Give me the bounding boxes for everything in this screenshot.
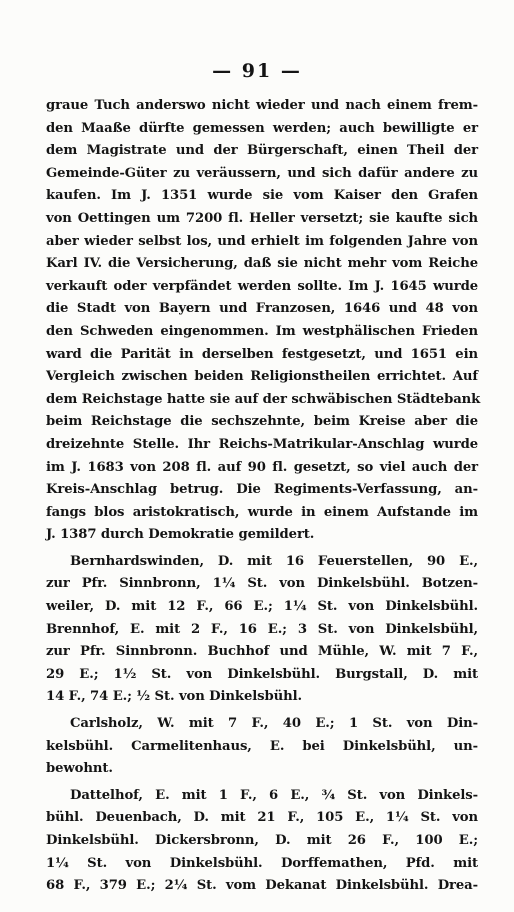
text-line: Kreis-Anschlag betrug. Die Regiments-Verfassung, an- [46, 482, 478, 498]
entry-line: 14 F., 74 E.; ½ St. von Dinkelsbühl. [46, 689, 302, 705]
text-line: von Oettingen um 7200 fl. Heller versetzt; sie kaufte sich [46, 210, 478, 226]
text-line: J. 1387 durch Demokratie gemildert. [46, 527, 315, 543]
entry-line: 1¼ St. von Dinkelsbühl. Dorffemathen, Pfd. mit [46, 855, 478, 871]
entry-line: zur Pfr. Sinnbronn, 1¼ St. von Dinkelsbühl. Botzen- [46, 576, 478, 592]
text-line: den Maaße dürfte gemessen werden; auch bewilligte er [46, 120, 478, 136]
entry-line: 68 F., 379 E.; 2¼ St. vom Dekanat Dinkelsbühl. Drea- [46, 878, 478, 894]
text-line: beim Reichstage die sechszehnte, beim Kreise aber die [46, 414, 478, 430]
text-line: den Schweden eingenommen. Im westphälischen Frieden [46, 323, 478, 339]
entry-line: kelsbühl. Carmelitenhaus, E. bei Dinkelsbühl, un- [46, 738, 478, 754]
entry-line: bewohnt. [46, 761, 113, 777]
text-line: ward die Parität in derselben festgesetzt, und 1651 ein [46, 346, 478, 362]
text-line: graue Tuch anderswo nicht wieder und nach einem frem- [46, 98, 478, 113]
entry-line: Carlsholz, W. mit 7 F., 40 E.; 1 St. von Din- [70, 716, 478, 732]
body-text [46, 95, 481, 898]
text-line: fangs blos aristokratisch, wurde in einem Aufstande im [46, 504, 478, 520]
text-line: Karl IV. die Versicherung, daß sie nicht mehr vom Reiche [46, 256, 478, 272]
text-line: kaufen. Im J. 1351 wurde sie vom Kaiser den Grafen [46, 188, 478, 204]
entry-line: weiler, D. mit 12 F., 66 E.; 1¼ St. von Dinkelsbühl. [46, 599, 478, 615]
page-number: — 91 — [212, 60, 302, 82]
entry-line: Bernhardswinden, D. mit 16 Feuerstellen, 90 E., [70, 553, 478, 569]
entry-line: bühl. Deuenbach, D. mit 21 F., 105 E., 1¼ St. von [46, 810, 478, 826]
entry-line: 29 E.; 1½ St. von Dinkelsbühl. Burgstall, D. mit [46, 666, 478, 682]
entry-line: zur Pfr. Sinnbronn. Buchhof und Mühle, W. mit 7 F., [46, 644, 478, 660]
text-line: verkauft oder verpfändet werden sollte. Im J. 1645 wurde [46, 278, 478, 294]
text-line: aber wieder selbst los, und erhielt im folgenden Jahre von [46, 233, 478, 249]
text-line: die Stadt von Bayern und Franzosen, 1646 und 48 von [46, 301, 478, 317]
entry-line: Brennhof, E. mit 2 F., 16 E.; 3 St. von Dinkelsbühl, [46, 621, 478, 637]
text-line: Vergleich zwischen beiden Religionstheilen errichtet. Auf [46, 369, 478, 385]
text-line: dem Magistrate und der Bürgerschaft, einen Theil der [46, 143, 478, 159]
entry-line: Dinkelsbühl. Dickersbronn, D. mit 26 F., 100 E.; [46, 833, 478, 848]
text-line: dem Reichstage hatte sie auf der schwäbischen Städtebank [46, 391, 481, 407]
entry-line: Dattelhof, E. mit 1 F., 6 E., ¾ St. von Dinkels- [70, 787, 478, 803]
text-line: Gemeinde-Güter zu veräussern, und sich dafür andere zu [46, 165, 478, 181]
text-line: dreizehnte Stelle. Ihr Reichs-Matrikular-Anschlag wurde [46, 436, 478, 452]
text-line: im J. 1683 von 208 fl. auf 90 fl. gesetzt, so viel auch der [46, 459, 478, 475]
